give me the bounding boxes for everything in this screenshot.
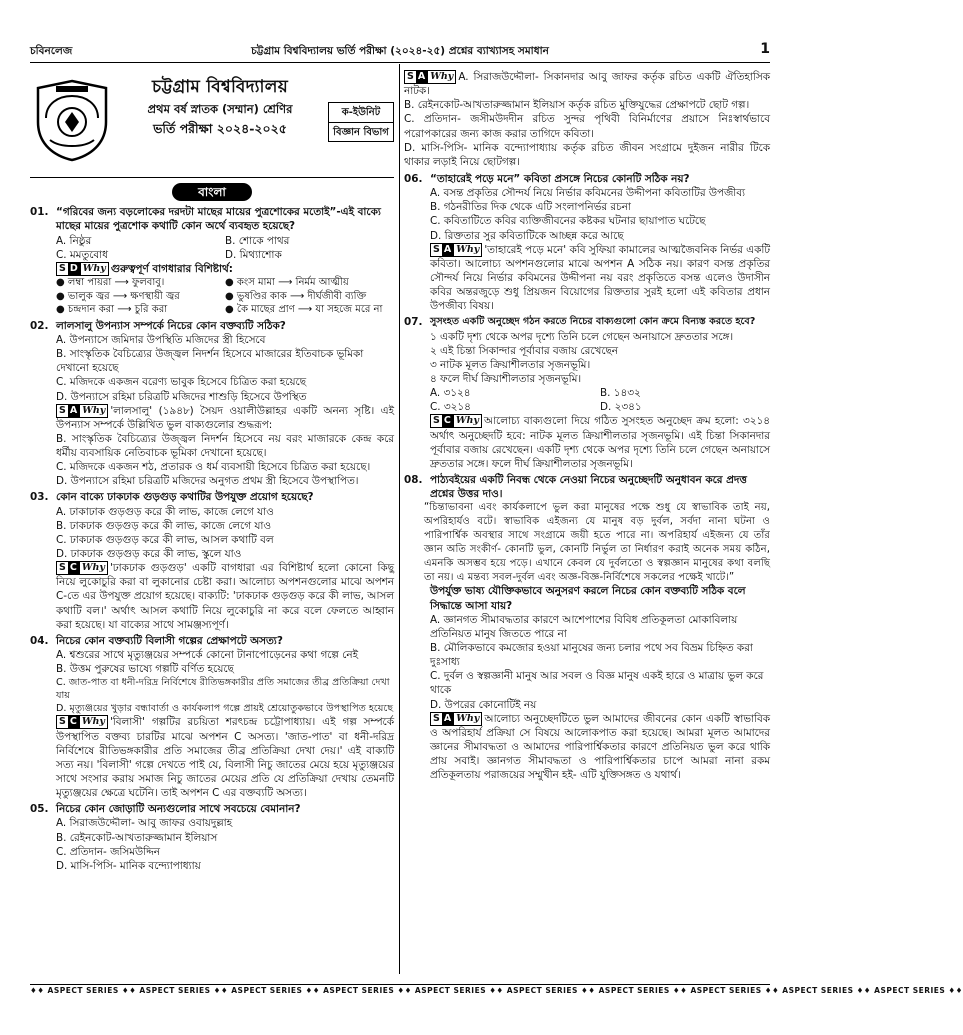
question-text: “তাহারেই পড়ে মনে” কবিতা প্রসঙ্গে নিচের কোনটি সঠিক নয়? bbox=[430, 172, 690, 185]
dept-label: বিজ্ঞান বিভাগ bbox=[329, 122, 393, 141]
answer-tag: S A Why bbox=[56, 404, 108, 418]
passage: “চিন্তাভাবনা এবং কার্যকলাপে ভুল করা মানুষের পক্ষে শুধু যে স্বাভাবিক তাই নয়, অপরিহার্যও বটে। স্বাভাবিক এইজন্য যে মানুষ বড় দুর্বল, সর্বদা নানা ঘটনা ও পারিপার্শ্বিক অবস্থার সাথে সংগ্রামে জয়ী হতে পারে না। অপরিহার্য এইজন্য যে তাঁর জ্ঞান অতি সংকীর্ণ- কোনটি ভুল, কোনটি নির্ভুল তা নির্ধারণ করাই অনেক সময় কঠিন, এমনকি অসম্ভব হয়ে পড়ে। এখানে কেবল যে দুর্বলতো ও স্বল্পজ্ঞান মানুষের কথা বলছি তা নয়। এ মন্তব্য সবল-দুর্বল এবং অজ্ঞ-বিজ্ঞ-নির্বিশেষে সকলের পক্ষেই খাটে।” bbox=[424, 502, 770, 583]
options: A. ৩১২৪ B. ১৪৩২ C. ৩২১৪ D. ২৩৪১ bbox=[430, 387, 642, 414]
left-column bbox=[30, 66, 394, 974]
exam-class: প্রথম বর্ষ স্নাতক (সম্মান) শ্রেণির bbox=[147, 102, 293, 117]
series-footer: ♦♦ ASPECT SERIES ♦♦ ASPECT SERIES ♦♦ ASPECT SERIES ♦♦ ASPECT SERIES ♦♦ ASPECT SERIES ♦♦ ASPECT SERIES ♦♦ ASPECT SERIES ♦♦ ASPECT SERIES ♦♦ ASPECT SERIES ♦♦ ASPECT SERIES ♦♦ bbox=[30, 986, 963, 995]
exam-header bbox=[30, 66, 394, 178]
question-02: 02. লালসালু উপন্যাস সম্পর্কে নিচের কোন বক্তব্যটি সঠিক? A. উপন্যাসে জমিদার উপস্থিতি মজিদের স্ত্রী হিসেবে B. সাংস্কৃতিক বৈচিত্র্যের উজ্জ্বল নিদর্শন হিসেবে মাজারের ইতিবাচক ভূমিকা দেখানো হয়েছে C. মজিদকে একজন বরেণ্য ভাবুক হিসেবে চিত্রিত করা হয়েছে D. উপন্যাসে রহিমা চরিত্রটি মজিদের শাশুড়ি হিসেবে উপস্থিত S A Why 'লালসালু' (১৯৪৮) সৈয়দ ওয়ালীউল্লাহর একটি অনন্য সৃষ্টি। এই উপন্যাস সম্পর্কে উল্লিখিত ভুল বাক্যগুলোর শুদ্ধরূপ: B. সাংস্কৃতিক বৈচিত্র্যের উজ্জ্বল নিদর্শন হিসেবে নয় বরং মাজারকে কেন্দ্র করে ধর্মীয় ব্যবসায়িক নেতিবাচক ভূমিকা দেখানো হয়েছে। C. মজিদকে একজন শঠ, প্রতারক ও ধর্ম ব্যবসায়ী হিসেবে চিত্রিত করা হয়েছে। D. উপন্যাসে রহিমা চরিত্রটি মজিদের অনুগত প্রথম স্ত্রী হিসেবে উপস্থাপিত। bbox=[30, 319, 394, 488]
explanation: S C Why আলোচ্য বাক্যগুলো দিয়ে গঠিত সুসংহত অনুচ্ছেদ ক্রম হলো: ৩২১৪ অর্থাৎ অনুচ্ছেদটি হবে: নাটক মূলত ক্রিয়াশীলতার সৃজনভূমি। এই চিন্তা সিকানদার পূর্বাবার বজায় রেখেছেন। একটি দৃশ্য থেকে অপর দৃশ্যে তিনি চলে গেছেন অনায়াসে দ্রুততার সঙ্গে। ফলে দীর্ঘ ক্রিয়াশীলতার সৃজনভূমি। bbox=[430, 415, 770, 470]
question-05: 05. নিচের কোন জোড়াটি অন্যগুলোর সাথে সবচেয়ে বেমানান? A. সিরাজউদ্দৌলা- আবু জাফর ওবায়দুল্লাহ B. রেইনকোট-আখতারুজ্জামান ইলিয়াস C. প্রতিদান- জসিমউদ্দিন D. মাসি-পিসি- মানিক বন্দ্যোপাধ্যায় bbox=[30, 802, 394, 873]
university-logo-icon bbox=[32, 78, 112, 162]
header-rule bbox=[30, 62, 770, 63]
answer-tag: S C Why bbox=[430, 414, 482, 428]
answer-tag: S C Why bbox=[56, 561, 108, 575]
question-04: 04. নিচের কোন বক্তব্যটি বিলাসী গল্পের প্রেক্ষাপটে অসত্য? A. শ্বশুরের সাথে মৃত্যুঞ্জয়ের সম্পর্কে কোনো টানাপোড়েনের কথা গল্পে নেই B. উত্তম পুরুষের ভাষ্যে গল্পটি বর্ণিত হয়েছে C. জাত-পাত বা ধনী-দরিদ্র নির্বিশেষে রীতিভঙ্গকারীর প্রতি সমাজের তীব্র প্রতিক্রিয়া দেখা যায় D. মৃত্যুঞ্জয়ের খুড়ার বন্ধাবার্তা ও কার্যকলাপ গল্পে প্রায়ই শ্রেয়োতুকভাবে উপস্থাপিত হয়েছে S C Why 'বিলাসী' গল্পটির রচয়িতা শরৎচন্দ্র চট্টোপাধ্যায়। এই গল্প সম্পর্কে উপস্থাপিত বক্তব্য চারটির মাঝে অপশন C অসত্য। 'জাত-পাত' বা ধনী-দরিদ্র নির্বিশেষে রীতিভঙ্গকারীর প্রতি সমাজের তীব্র প্রতিক্রিয়া দেখা দেয়।' এই বাক্যটি সত্য নয়। 'বিলাসী' গল্পে দেখতে পাই যে, বিলাসী নিচু জাতের মেয়ে হয়ে মৃত্যুঞ্জয়ের সাথে সংসার করায় সমাজ নিচু জাতের মেয়ের প্রতি যে প্রতিক্রিয়া দেখায় তেমনটি মৃত্যুঞ্জয়ের ক্ষেত্রে ঘটেনি। তাই অপশন C এর বক্তব্যটি অসত্য। bbox=[30, 634, 394, 800]
column-divider bbox=[399, 64, 400, 974]
unit-box bbox=[328, 102, 394, 142]
running-title: চট্টগ্রাম বিশ্ববিদ্যালয় ভর্তি পরীক্ষা (২০২৪-২৫) প্রশ্নের ব্যাখ্যাসহ সমাধান bbox=[251, 45, 549, 57]
subject-pill: বাংলা bbox=[30, 183, 394, 201]
question-text: নিচের কোন জোড়াটি অন্যগুলোর সাথে সবচেয়ে বেমানান? bbox=[56, 803, 301, 816]
question-text: সুসংহত একটি অনুচ্ছেদ গঠন করতে নিচের বাক্যগুলো কোন ক্রমে বিন্যস্ত করতে হবে? bbox=[430, 316, 756, 328]
answer-tag: S A Why bbox=[430, 243, 482, 257]
explanation: S D Why গুরুত্বপূর্ণ বাগধারার বিশিষ্টার্থ: bbox=[30, 262, 394, 276]
question-03: 03. কোন বাক্যে ঢাকঢাক গুড়গুড় কথাটির উপযুক্ত প্রয়োগ হয়েছে? A. ঢাকাঢাক গুড়গুড় করে কী লাভ, কাজে লেগে যাও B. ঢাকঢাক গুড়গুড় করে কী লাভ, কাজে লেগে যাও C. ঢাকঢাক গুড়গুড় করে কী লাভ, আসল কথাটি বল D. ঢাকঢাক গুড়গুড় করে কী লাভ, স্কুলে যাও S C Why 'ঢাকঢাক গুড়গুড়' একটি বাগধারা এর বিশিষ্টার্থ হলো কোনো কিছু নিয়ে লুকোচুরি করা বা লুকানোর চেষ্টা করা। আলোচ্য অপশনগুলোর মাঝে অপশন C-তে এর উপযুক্ত প্রয়োগ হয়েছে। বাক্যটি: 'ঢাকঢাক গুড়গুড় করে কী লাভ, আসল কথাটি বল।' অর্থাৎ আসল কথাটি নিয়ে লুকোচুরি না করে বলে ফেলতে আহ্বান করা হয়েছে। যা বাক্যের সাথে সামঞ্জস্যপূর্ণ। bbox=[30, 491, 394, 631]
explanation: S A Why আলোচ্য অনুচ্ছেদটিতে ভুল আমাদের জীবনের কোন একটি স্বাভাবিক ও অপরিহার্য প্রক্রিয়া সে বিষয়ে আলোকপাত করা হয়েছে। আমরা মূলত আমাদের জ্ঞানের সীমাবদ্ধতা ও আমাদের পারিপার্শ্বিকতার কারণে প্রতিনিয়ত ভুল করে থাকি প্রায় সবাই। জ্ঞানগত সীমাবদ্ধতা ও পারিপার্শ্বিকতার চাপে আমরা নানা রকম প্রতিকূলতায় পরাজয়ের সম্মুখীন হই- এটি যুক্তিসঙ্গত ও যথার্থ। bbox=[430, 712, 770, 782]
question-08: 08. পাঠ্যবইয়ের একটি নিবন্ধ থেকে নেওয়া নিচের অনুচ্ছেদটি অনুধাবন করে প্রদত্ত প্রশ্নের উত্তর দাও। “চিন্তাভাবনা এবং কার্যকলাপে ভুল করা মানুষের পক্ষে শুধু যে স্বাভাবিক তাই নয়, অপরিহার্যও বটে। স্বাভাবিক এইজন্য যে মানুষ বড় দুর্বল, সর্বদা নানা ঘটনা ও পারিপার্শ্বিক অবস্থার সাথে সংগ্রামে জয়ী হতে পারে না। অপরিহার্য এইজন্য যে তাঁর জ্ঞান অতি সংকীর্ণ- কোনটি ভুল, কোনটি নির্ভুল তা নির্ধারণ করাই অনেক সময় কঠিন, এমনকি অসম্ভব হয়ে পড়ে। এখানে কেবল যে দুর্বলতো ও স্বল্পজ্ঞান মানুষের কথা বলছি তা নয়। এ মন্তব্য সবল-দুর্বল এবং অজ্ঞ-বিজ্ঞ-নির্বিশেষে সকলের পক্ষেই খাটে।” উপর্যুক্ত ভাষ্য যৌক্তিকভাবে অনুসরণ করলে নিচের কোন বক্তব্যটি সঠিক বলে সিদ্ধান্তে আসা যায়? A. জ্ঞানগত সীমাবদ্ধতার কারণে আশেপাশের বিবিধ প্রতিকূলতা মোকাবিলায় প্রতিনিয়ত মানুষ জিততে পারে না B. মৌলিকভাবে কমজোর হওয়া মানুষের জন্য চলার পথে সব বিভ্রম চিহ্নিত করা দুঃসাধ্য C. দুর্বল ও স্বল্পজ্ঞানী মানুষ আর সবল ও বিজ্ঞ মানুষ একই হারে ও মাত্রায় ভুল করে থাকে D. উপরের কোনোটিই নয় S A Why আলোচ্য অনুচ্ছেদটিতে ভুল আমাদের জীবনের কোন একটি স্বাভাবিক ও অপরিহার্য প্রক্রিয়া সে বিষয়ে আলোকপাত করা হয়েছে। আমরা মূলত আমাদের জ্ঞানের সীমাবদ্ধতা ও আমাদের পারিপার্শ্বিকতার কারণে প্রতিনিয়ত ভুল করে থাকি প্রায় সবাই। জ্ঞানগত সীমাবদ্ধতা ও পারিপার্শ্বিকতার চাপে আমরা নানা রকম প্রতিকূলতায় পরাজয়ের সম্মুখীন হই- এটি যুক্তিসঙ্গত ও যথার্থ। bbox=[404, 473, 770, 782]
explanation: S C Why 'বিলাসী' গল্পটির রচয়িতা শরৎচন্দ্র চট্টোপাধ্যায়। এই গল্প সম্পর্কে উপস্থাপিত বক্তব্য চারটির মাঝে অপশন C অসত্য। 'জাত-পাত' বা ধনী-দরিদ্র নির্বিশেষে রীতিভঙ্গকারীর প্রতি সমাজের তীব্র প্রতিক্রিয়া দেখা দেয়।' এই বাক্যটি সত্য নয়। 'বিলাসী' গল্পে দেখতে পাই যে, বিলাসী নিচু জাতের মেয়ে হয়ে মৃত্যুঞ্জয়ের সাথে সংসার করায় সমাজ নিচু জাতের মেয়ের প্রতি যে প্রতিক্রিয়া দেখায় তেমনটি মৃত্যুঞ্জয়ের ক্ষেত্রে ঘটেনি। তাই অপশন C এর বক্তব্যটি অসত্য। bbox=[56, 716, 394, 800]
question-text: “গরিবের জন্য বড়লোকের দরদটা মাছের মায়ের পুত্রশোকের মতোই”-এই বাক্যে মাছের মায়ের পুত্রশোক কথাটি কোন অর্থে ব্যবহৃত হয়েছে? bbox=[56, 206, 381, 233]
answer-tag: S A Why bbox=[404, 70, 456, 84]
answer-tag: S A Why bbox=[430, 712, 482, 726]
answer-tag: S C Why bbox=[56, 715, 108, 729]
question-text: কোন বাক্যে ঢাকঢাক গুড়গুড় কথাটির উপযুক্ত প্রয়োগ হয়েছে? bbox=[56, 491, 314, 504]
explanation: S A Why 'লালসালু' (১৯৪৮) সৈয়দ ওয়ালীউল্লাহর একটি অনন্য সৃষ্টি। এই উপন্যাস সম্পর্কে উল্লিখিত ভুল বাক্যগুলোর শুদ্ধরূপ: B. সাংস্কৃতিক বৈচিত্র্যের উজ্জ্বল নিদর্শন হিসেবে নয় বরং মাজারকে কেন্দ্র করে ধর্মীয় ব্যবসায়িক নেতিবাচক ভূমিকা দেখানো হয়েছে। C. মজিদকে একজন শঠ, প্রতারক ও ধর্ম ব্যবসায়ী হিসেবে চিত্রিত করা হয়েছে। D. উপন্যাসে রহিমা চরিত্রটি মজিদের অনুগত প্রথম স্ত্রী হিসেবে উপস্থাপিত। bbox=[56, 404, 394, 488]
unit-label: ক-ইউনিট bbox=[341, 107, 381, 118]
question-06: 06. “তাহারেই পড়ে মনে” কবিতা প্রসঙ্গে নিচের কোনটি সঠিক নয়? A. বসন্ত প্রকৃতির সৌন্দর্য নিয়ে নির্ভার কবিমনের উদ্দীপনা কবিতাটির উপজীব্য B. গঠনরীতির দিক থেকে এটি সংলাপনির্ভর রচনা C. কবিতাটিতে কবির ব্যক্তিজীবনের কষ্টকর ঘটনার ছায়াপাত ঘটেছে D. রিক্ততার সুর কবিতাটিকে আচ্ছন্ন করে আছে S A Why 'তাহারেই পড়ে মনে' কবি সুফিয়া কামালের আত্মজৈবনিক নির্ভর একটি কবিতা। আলোচ্য অপশনগুলোর মাঝে অপশন A সঠিক নয়। কারণ বসন্ত প্রকৃতির সৌন্দর্য নিয়ে নির্ভার কবিমনের উদ্দীপনা নয় বরং প্রকৃতিতে বসন্ত এলেও উদাসীন কবির অন্তরজুড়ে শুধু প্রিয়জন বিয়োগের রিক্ততার সুরই হলো এই কবিতার প্রধান উপজীব্য বিষয়। bbox=[404, 172, 770, 313]
idiom-tips: ● লম্বা পায়রা ⟶ ফুলবাবু। ● কংস মামা ⟶ নির্মম আত্মীয় ● ভালুক জ্বর ⟶ ক্ষণস্থায়ী জ্বর ● ভুষণ্ডির কাক ⟶ দীর্ঘজীবী ব্যক্তি ● চন্দ্রদান করা ⟶ চুরি করা ● কৈ মাছের প্রাণ ⟶ যা সহজে মরে না bbox=[56, 277, 383, 316]
options: A. নিষ্ঠুর B. শোকে পাথর C. মমতুবোধ D. মিথ্যাশোক bbox=[56, 234, 290, 261]
running-header bbox=[30, 41, 770, 60]
question-text: লালসালু উপন্যাস সম্পর্কে নিচের কোন বক্তব্যটি সঠিক? bbox=[56, 319, 286, 332]
question-01: 01. “গরিবের জন্য বড়লোকের দরদটা মাছের মায়ের পুত্রশোকের মতোই”-এই বাক্যে মাছের মায়ের পুত্রশোক কথাটি কোন অর্থে ব্যবহৃত হয়েছে? A. নিষ্ঠুর B. শোকে পাথর C. মমতুবোধ D. মিথ্যাশোক S D Why গুরুত্বপূর্ণ বাগধারার বিশিষ্টার্থ: ● লম্বা পায়রা ⟶ ফুলবাবু। ● কংস মামা ⟶ নির্মম আত্মীয় ● ভালুক জ্বর ⟶ ক্ষণস্থায়ী জ্বর ● ভুষণ্ডির কাক ⟶ দীর্ঘজীবী ব্যক্তি ● চন্দ্রদান করা ⟶ চুরি করা ● কৈ মাছের প্রাণ ⟶ যা সহজে মরে না bbox=[30, 205, 394, 316]
question-text: পাঠ্যবইয়ের একটি নিবন্ধ থেকে নেওয়া নিচের অনুচ্ছেদটি অনুধাবন করে প্রদত্ত প্রশ্নের উত্তর দাও। bbox=[430, 473, 747, 501]
q05-explanation: S A Why A. সিরাজউদ্দৌলা- সিকানদার আবু জাফর কর্তৃক রচিত একটি ঐতিহাসিক নাটক। B. রেইনকোট-আখতারুজ্জামান ইলিয়াস কর্তৃক রচিত মুক্তিযুদ্ধের প্রেক্ষাপটে ছোট গল্প। C. প্রতিদান- জসীমউদদীন রচিত সুন্দর পৃথিবী বিনির্মাণের প্রয়াসে নিঃস্বার্থভাবে পরোপকারের জন্য কাজ করার তাগিদে কবিতা। D. মাসি-পিসি- মানিক বন্দ্যোপাধ্যায় কর্তৃক রচিত জীবন সংগ্রামে দুইজন নারীর টিকে থাকার লড়াই নিয়ে ছোটগল্প। bbox=[404, 71, 770, 168]
question-07: 07. সুসংহত একটি অনুচ্ছেদ গঠন করতে নিচের বাক্যগুলো কোন ক্রমে বিন্যস্ত করতে হবে? ১ একটি দৃশ্য থেকে অপর দৃশ্যে তিনি চলে গেছেন অনায়াসে দ্রুততার সঙ্গে। ২ এই চিন্তা সিকান্দার পূর্বাবার বজায় রেখেছেন ৩ নাটক মূলত ক্রিয়াশীলতার সৃজনভূমি। ৪ ফলে দীর্ঘ ক্রিয়াশীলতার সৃজনভূমি। A. ৩১২৪ B. ১৪৩২ C. ৩২১৪ D. ২৩৪১ S C Why আলোচ্য বাক্যগুলো দিয়ে গঠিত সুসংহত অনুচ্ছেদ ক্রম হলো: ৩২১৪ অর্থাৎ অনুচ্ছেদটি হবে: নাটক মূলত ক্রিয়াশীলতার সৃজনভূমি। এই চিন্তা সিকানদার পূর্বাবার বজায় রেখেছেন। একটি দৃশ্য থেকে অপর দৃশ্যে তিনি চলে গেছেন অনায়াসে দ্রুততার সঙ্গে। ফলে দীর্ঘ ক্রিয়াশীলতার সৃজনভূমি। bbox=[404, 316, 770, 470]
page-number: 1 bbox=[760, 41, 770, 57]
exam-year: ভর্তি পরীক্ষা ২০২৪-২০২৫ bbox=[153, 120, 287, 136]
publisher-name: চবিনলেজ bbox=[30, 45, 73, 57]
explanation: S C Why 'ঢাকঢাক গুড়গুড়' একটি বাগধারা এর বিশিষ্টার্থ হলো কোনো কিছু নিয়ে লুকোচুরি করা বা লুকানোর চেষ্টা করা। আলোচ্য অপশনগুলোর মাঝে অপশন C-তে এর উপযুক্ত প্রয়োগ হয়েছে। বাক্যটি: 'ঢাকঢাক গুড়গুড় করে কী লাভ, আসল কথাটি বল।' অর্থাৎ আসল কথাটি নিয়ে লুকোচুরি না করে বলে ফেলতে আহ্বান করা হয়েছে। যা বাক্যের সাথে সামঞ্জস্যপূর্ণ। bbox=[56, 562, 394, 631]
answer-tag: S D Why bbox=[56, 262, 109, 276]
right-column bbox=[404, 70, 770, 978]
sub-question: উপর্যুক্ত ভাষ্য যৌক্তিকভাবে অনুসরণ করলে নিচের কোন বক্তব্যটি সঠিক বলে সিদ্ধান্তে আসা যায়? bbox=[430, 585, 746, 612]
university-name: চট্টগ্রাম বিশ্ববিদ্যালয় bbox=[151, 77, 289, 97]
explanation: S A Why 'তাহারেই পড়ে মনে' কবি সুফিয়া কামালের আত্মজৈবনিক নির্ভর একটি কবিতা। আলোচ্য অপশনগুলোর মাঝে অপশন A সঠিক নয়। কারণ বসন্ত প্রকৃতির সৌন্দর্য নিয়ে নির্ভার কবিমনের উদ্দীপনা নয় বরং প্রকৃতিতে বসন্ত এলেও উদাসীন কবির অন্তরজুড়ে শুধু প্রিয়জন বিয়োগের রিক্ততার সুরই হলো এই কবিতার প্রধান উপজীব্য বিষয়। bbox=[430, 243, 770, 313]
question-text: নিচের কোন বক্তব্যটি বিলাসী গল্পের প্রেক্ষাপটে অসত্য? bbox=[56, 634, 283, 647]
